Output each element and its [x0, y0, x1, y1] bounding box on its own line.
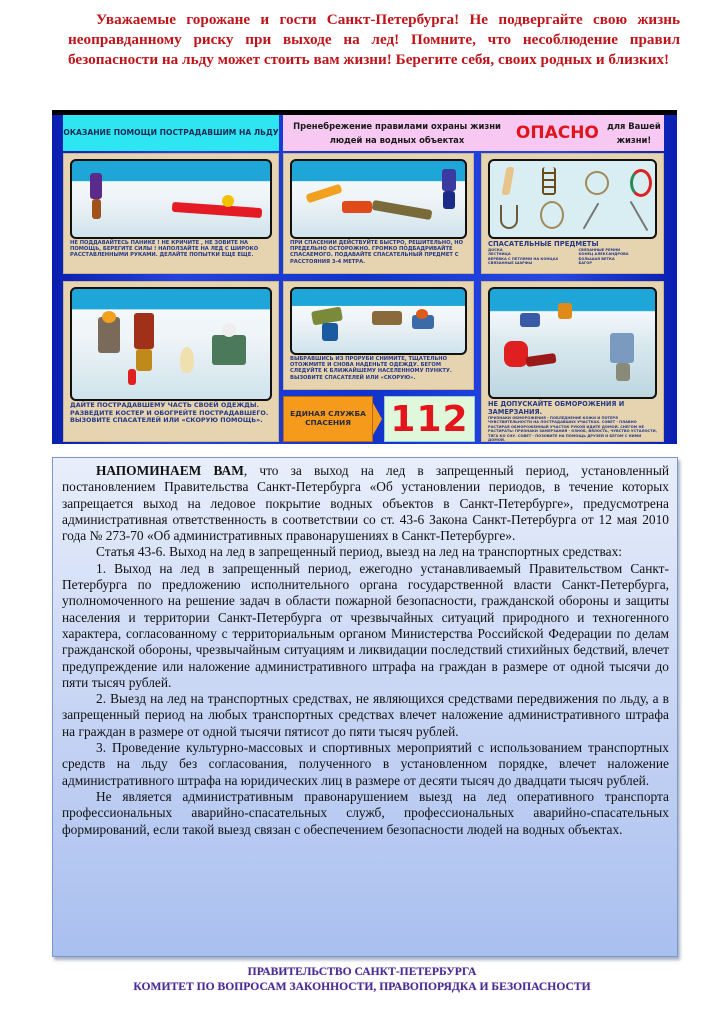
illustration-running-to-village: [290, 287, 467, 355]
caption-rescue-items: [488, 240, 659, 266]
law-exception: Не является административным правонарушением выезд на лед оперативного транспорта профессиональных аварийно-спасательных служб, профессиональных аварийно-спасательных формирований, если такой выезд связан с обеспечением безопасности людей на водных объектах.: [62, 788, 669, 837]
panel-dont-panic: [63, 153, 279, 274]
caption-after-escape: ВЫБРАВШИСЬ ИЗ ПРОРУБИ СНИМИТЕ, ТЩАТЕЛЬНО ОТОЖМИТЕ И СНОВА НАДЕНЬТЕ ОДЕЖДУ. БЕГОМ СЛЕДУЙТЕ К БЛИЖАЙШЕМУ НАСЕЛЕННОМУ ПУНКТУ. ВЫЗОВИТЕ СПАСАТЕЛЕЙ ИЛИ «СКОРУЮ».: [290, 356, 452, 381]
illustration-rescue-items: [488, 159, 657, 239]
caption-frostbite: [488, 400, 659, 442]
illustration-skating-on-ice: [488, 287, 657, 399]
caption-act-fast: ПРИ СПАСЕНИИ ДЕЙСТВУЙТЕ БЫСТРО, РЕШИТЕЛЬНО, НО ПРЕДЕЛЬНО ОСТОРОЖНО. ГРОМКО ПОДБАДРИВАЙТЕ СПАСАЕМОГО. ПОДАВАЙТЕ СПАСАТЕЛЬНЫЙ ПРЕДМЕТ С РАССТОЯНИЯ 3-4 МЕТРА.: [290, 240, 464, 265]
law-lead: НАПОМИНАЕМ ВАМ: [96, 463, 244, 478]
footer-government: ПРАВИТЕЛЬСТВО САНКТ-ПЕТЕРБУРГА: [247, 965, 477, 978]
law-clause-3: 3. Проведение культурно-массовых и спортивных мероприятий с использованием транспортных средств на льду без согласования, полученного в установленном порядке, влечет наложение административного штрафа на юридических лиц в размере от десяти тысяч до двадцати тысяч рублей.: [62, 740, 669, 788]
panel-warm-victim: [63, 281, 279, 442]
panel-after-escape: [283, 281, 474, 390]
illustration-person-crawling-on-ice: [70, 159, 272, 239]
poster-header-first-aid: ОКАЗАНИЕ ПОМОЩИ ПОСТРАДАВШИМ НА ЛЬДУ: [63, 115, 279, 151]
rescue-items-right: СВЯЗАННЫЕ РЕМНИ КОНЕЦ АЛЕКСАНДРОВА БОЛЬШАЯ ВЕТКА БАГОР: [578, 248, 629, 266]
illustration-campfire: [70, 287, 272, 401]
footer-committee: КОМИТЕТ ПО ВОПРОСАМ ЗАКОННОСТИ, ПРАВОПОРЯДКА И БЕЗОПАСНОСТИ: [133, 980, 591, 993]
law-clause-1: 1. Выход на лед в запрещенный период, ежегодно устанавливаемый Правительством Санкт-Петербурга по предложению исполнительного органа государственной власти Санкт-Петербурга, уполномоченного на решение задач в области пожарной безопасности, гражданской обороны и защиты населения и территории Санкт-Петербурга от чрезвычайных ситуаций природного и техногенного характера, согласованному с территориальным органом Министерства Российской Федерации по делам гражданской обороны, чрезвычайным ситуациям и ликвидации последствий стихийных бедствий, влечет предупреждение или наложение административного штрафа на граждан в размере от одной тысячи до пяти тысяч рублей.: [62, 560, 669, 690]
law-reminder-box: [52, 457, 678, 957]
rescue-items-title: СПАСАТЕЛЬНЫЕ ПРЕДМЕТЫ: [488, 240, 599, 248]
intro-warning: Уважаемые горожане и гости Санкт-Петербурга! Не подвергайте свою жизнь неоправданному риску при выходе на лед! Помните, что несоблюдение правил безопасности на льду может стоить вам жизни! Берегите себя, своих родных и близких!: [68, 11, 680, 68]
panel-rescue-items: [481, 153, 664, 274]
panel-act-fast: [283, 153, 474, 274]
ice-safety-poster: [52, 110, 677, 444]
header-danger-word: ОПАСНО: [515, 123, 599, 143]
header-danger-pre: Пренебрежение правилами охраны жизни людей на водных объектах: [293, 121, 501, 145]
unified-rescue-service-label: ЕДИНАЯ СЛУЖБА СПАСЕНИЯ: [283, 396, 373, 442]
footer-issuer: [0, 964, 724, 994]
arrow-right-icon: [373, 403, 382, 435]
law-article-title: Статья 43-6. Выход на лед в запрещенный период, выезд на лед на транспортных средствах:: [96, 544, 623, 560]
rescue-items-left: ДОСКА ЛЕСТНИЦА ВЕРЕВКА С ПЕТЛЯМИ НА КОНЦАХ СВЯЗАННЫЕ ШАРФЫ: [488, 248, 559, 266]
frostbite-text: ПРИЗНАКИ ОБМОРОЖЕНИЯ - ПОБЛЕДНЕНИЕ КОЖИ И ПОТЕРЯ ЧУВСТВИТЕЛЬНОСТИ НА ПОСТРАДАВШИХ УЧАСТКАХ. СОВЕТ - ПЛАВНО РАСТИРАЯ ОБМОРОЖЕННЫЙ УЧАСТОК РУКОЙ ИДИТЕ ДОМОЙ. СНЕГОМ НЕ РАСТИРАТЬ! ПРИЗНАКИ ЗАМЕРЗАНИЯ - ОЗНОБ, ВЯЛОСТЬ, ЧУВСТВО УСТАЛОСТИ, ТЯГА КО СНУ. СОВЕТ - ПОЗОВИТЕ НА ПОМОЩЬ ДРУЗЕЙ И БЕГОМ С НИМИ ДОМОЙ.: [488, 416, 658, 443]
caption-warm-victim: ДАЙТЕ ПОСТРАДАВШЕМУ ЧАСТЬ СВОЕЙ ОДЕЖДЫ. РАЗВЕДИТЕ КОСТЕР И ОБОГРЕЙТЕ ПОСТРАДАВШЕГО. ВЫЗОВИТЕ СПАСАТЕЛЕЙ ИЛИ «СКОРУЮ ПОМОЩЬ».: [70, 401, 269, 425]
law-paragraph-intro: НАПОМИНАЕМ ВАМ, что за выход на лед в запрещенный период, установленный постановлением Правительства Санкт-Петербурга «Об установлении периодов, в течение которых запрещается выход на ледовое покрытие водных объектов в Санкт-Петербурге», предусмотрена административная ответственность в соответствии со ст. 43-6 Закона Санкт-Петербурга от 12 мая 2010 года № 273-70 «Об административных правонарушениях в Санкт-Петербурге».: [62, 463, 669, 544]
panel-frostbite: [481, 281, 664, 442]
illustration-chain-rescue: [290, 159, 467, 239]
poster-header-danger: [283, 115, 664, 151]
law-clause-2: 2. Выезд на лед на транспортных средствах, не являющихся средствами передвижения по льду, а в запрещенный период на любых транспортных средствах влечет наложение административного штрафа на граждан в размере от одной тысячи пятисот до пяти тысяч рублей.: [62, 691, 669, 739]
frostbite-title: НЕ ДОПУСКАЙТЕ ОБМОРОЖЕНИЯ И ЗАМЕРЗАНИЯ.: [488, 400, 625, 416]
header-danger-post: для Вашей жизни!: [607, 121, 661, 145]
emergency-number-112: 112: [384, 396, 475, 442]
caption-dont-panic: НЕ ПОДДАВАЙТЕСЬ ПАНИКЕ ! НЕ КРИЧИТЕ , НЕ ЗОВИТЕ НА ПОМОЩЬ, БЕРЕГИТЕ СИЛЫ ! НАПОЛЗАЙТЕ НА ЛЕД С ШИРОКО РАССТАВЛЕННЫМИ РУКАМИ. ДЕЛАЙТЕ ПОПЫТКИ ЕЩЕ ЕЩЕ.: [70, 240, 259, 259]
